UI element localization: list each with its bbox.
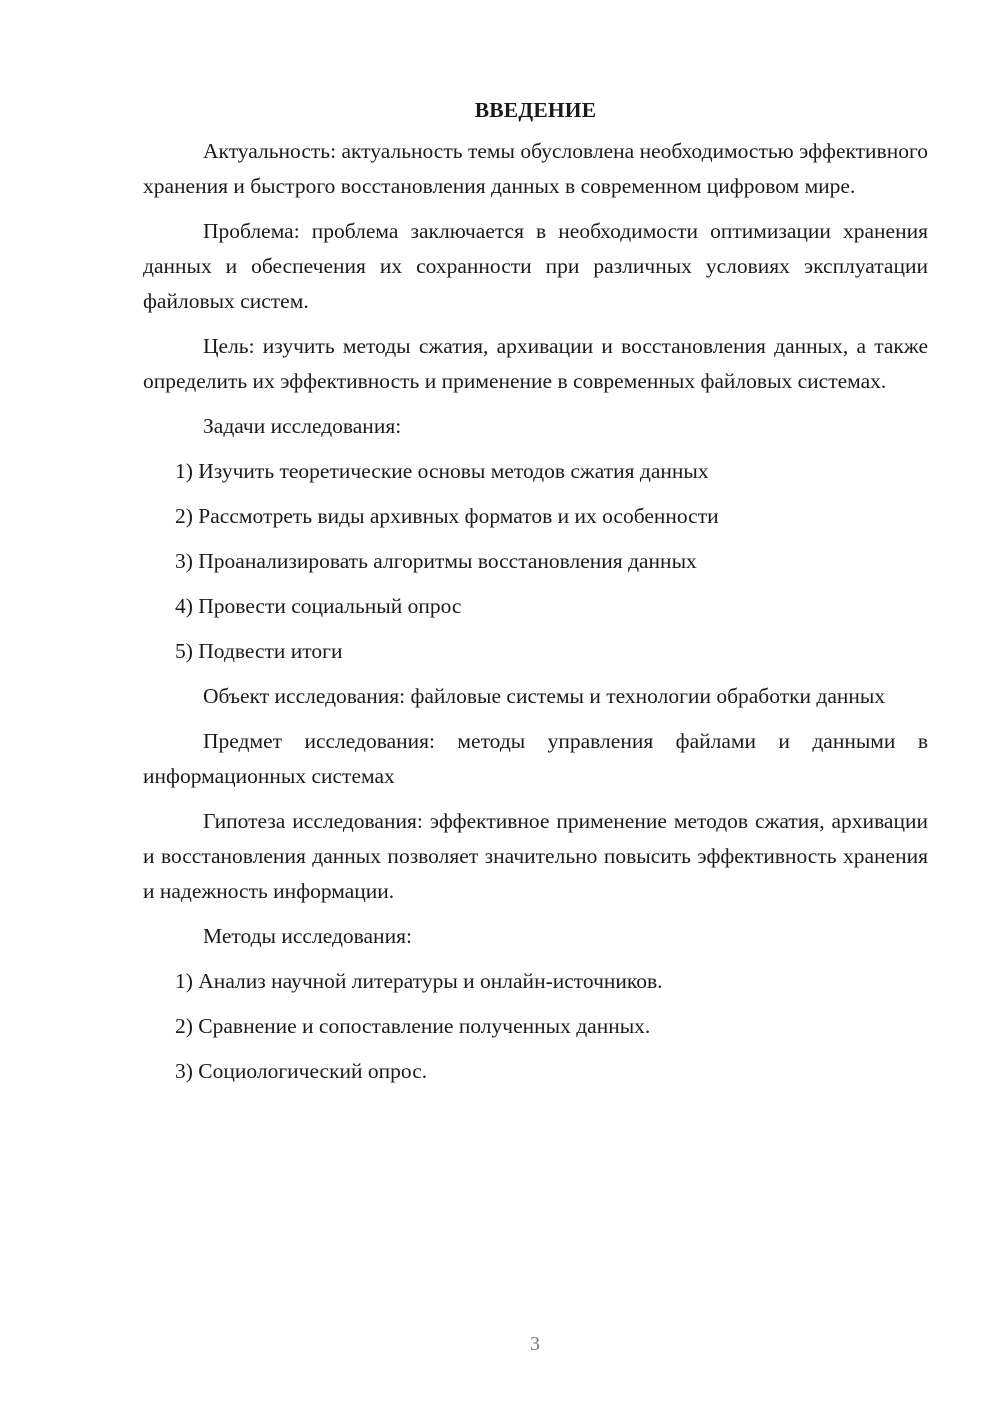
list-item: 4) Провести социальный опрос: [175, 594, 462, 618]
list-item: 1) Изучить теоретические основы методов сжатия данных: [175, 459, 709, 483]
document-body: [143, 93, 928, 1099]
problem-paragraph: Проблема: проблема заключается в необходимости оптимизации хранения данных и обеспечения их сохранности при различных условиях эксплуатации файловых систем.: [143, 219, 928, 313]
list-item: 2) Рассмотреть виды архивных форматов и их особенности: [175, 504, 719, 528]
hypothesis-paragraph: Гипотеза исследования: эффективное применение методов сжатия, архивации и восстановления данных позволяет значительно повысить эффективность хранения и надежность информации.: [143, 809, 928, 903]
list-item: 2) Сравнение и сопоставление полученных данных.: [175, 1014, 651, 1038]
list-item: 3) Социологический опрос.: [175, 1059, 428, 1083]
methods-heading: Методы исследования:: [203, 924, 412, 948]
methods-list: [143, 964, 928, 1089]
relevance-paragraph: Актуальность: актуальность темы обусловлена необходимостью эффективного хранения и быстрого восстановления данных в современном цифровом мире.: [143, 139, 928, 198]
list-item: 5) Подвести итоги: [175, 639, 343, 663]
list-item: 3) Проанализировать алгоритмы восстановления данных: [175, 549, 697, 573]
list-item: 1) Анализ научной литературы и онлайн-источников.: [175, 969, 663, 993]
subject-paragraph: Предмет исследования: методы управления файлами и данными в информационных системах: [143, 729, 928, 788]
tasks-list: [143, 454, 928, 669]
tasks-heading: Задачи исследования:: [203, 414, 402, 438]
page-title: ВВЕДЕНИЕ: [474, 98, 597, 122]
page-number: 3: [530, 1333, 540, 1355]
object-paragraph: Объект исследования: файловые системы и технологии обработки данных: [203, 684, 886, 708]
goal-paragraph: Цель: изучить методы сжатия, архивации и восстановления данных, а также определить их эффективность и применение в современных файловых системах.: [143, 334, 928, 393]
